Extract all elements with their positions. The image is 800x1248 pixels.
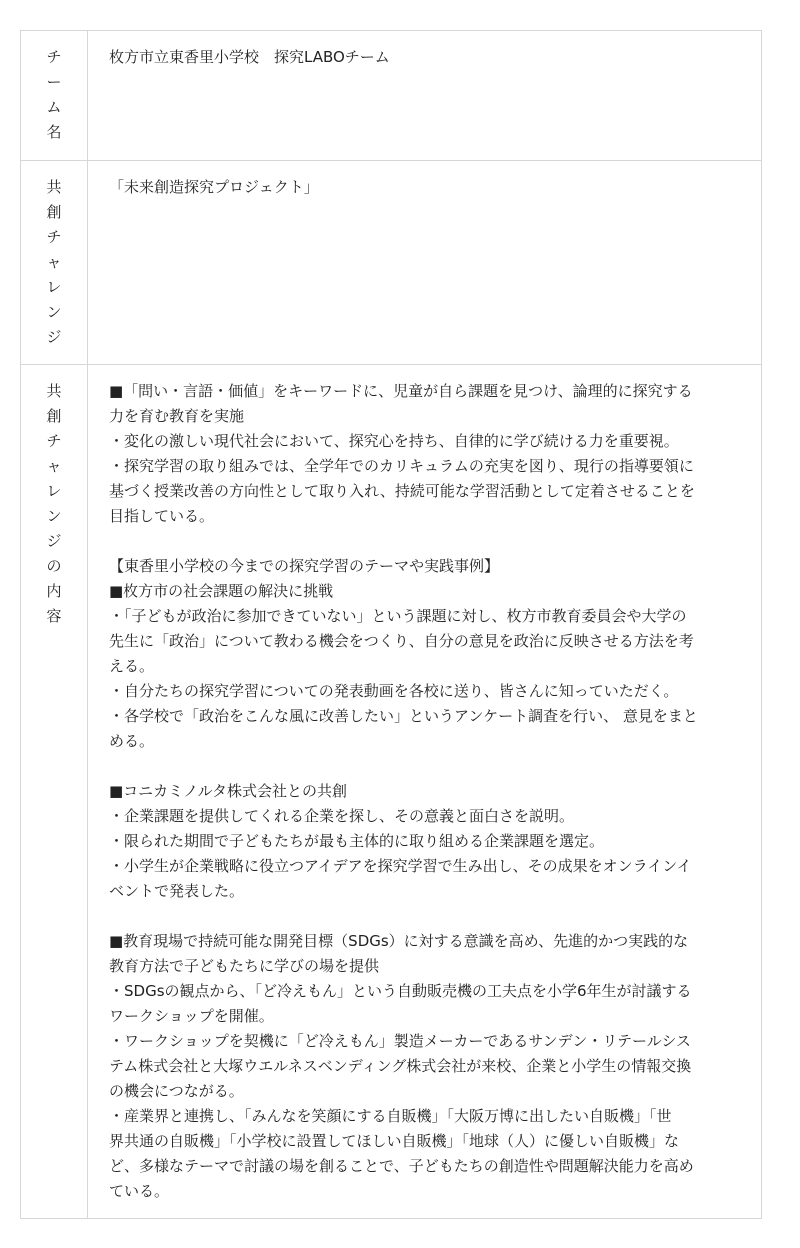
blank-line: [109, 904, 747, 929]
content-line: 【東香里小学校の今までの探究学習のテーマや実践事例】: [109, 557, 500, 575]
content-line: ■「問い・言語・価値」をキーワードに、児童が自ら課題を見つけ、論理的に探究する: [109, 382, 693, 400]
label-char: レ: [46, 278, 62, 296]
content-line: の機会につながる。: [109, 1082, 244, 1100]
content-line: 先生に「政治」について教わる機会をつくり、自分の意見を政治に反映させる方法を考: [109, 632, 694, 650]
label-char: ム: [46, 98, 62, 116]
content-line: 教育方法で子どもたちに学びの場を提供: [109, 957, 380, 975]
content-line: 基づく授業改善の方向性として取り入れ、持続可能な学習活動として定着させることを: [109, 482, 695, 500]
content-line: ている。: [109, 1182, 170, 1200]
label-char: 創: [46, 407, 62, 425]
content-line: ワークショップを開催。: [109, 1007, 274, 1025]
content-line: 目指している。: [109, 507, 215, 525]
label-char: レ: [46, 482, 62, 500]
content-line: ・小学生が企業戦略に役立つアイデアを探究学習で生み出し、その成果をオンラインイ: [109, 857, 692, 875]
team-name-row: [20, 31, 762, 161]
label-char: ン: [46, 303, 62, 321]
content-line: ・ワークショップを契機に「ど冷えもん」製造メーカーであるサンデン・リテールシス: [109, 1032, 691, 1050]
challenge-label: [21, 161, 88, 364]
team-name-value: [88, 31, 761, 160]
content-line: ・各学校で「政治をこんな風に改善したい」というアンケート調査を行い、 意見をまと: [109, 707, 698, 725]
content-line: ・「子どもが政治に参加できていない」という課題に対し、枚方市教育委員会や大学の: [109, 607, 687, 625]
content-line: ■教育現場で持続可能な開発目標（SDGs）に対する意識を高め、先進的かつ実践的な: [109, 932, 689, 950]
content-line: める。: [109, 732, 155, 750]
content-line: ・産業界と連携し、「みんなを笑顔にする自販機」「大阪万博に出したい自販機」「世: [109, 1107, 672, 1125]
label-char: 共: [46, 178, 62, 196]
blank-line: [109, 529, 747, 554]
content-line: ・自分たちの探究学習についての発表動画を各校に送り、皆さんに知っていただく。: [109, 682, 679, 700]
label-char: ャ: [46, 253, 62, 271]
content-line: ・企業課題を提供してくれる企業を探し、その意義と面白さを説明。: [109, 807, 575, 825]
label-char: 内: [46, 582, 62, 600]
content-line: ・変化の激しい現代社会において、探究心を持ち、自律的に学び続ける力を重要視。: [109, 432, 679, 450]
info-table: [20, 30, 762, 1219]
content-line: テム株式会社と大塚ウエルネスベンディング株式会社が来校、企業と小学生の情報交換: [109, 1057, 692, 1075]
content-line: える。: [109, 657, 155, 675]
label-char: ジ: [46, 532, 62, 550]
label-char: ー: [46, 73, 62, 91]
label-char: の: [46, 557, 62, 575]
blank-line: [109, 754, 747, 779]
content-line: 界共通の自販機」「小学校に設置してほしい自販機」「地球（人）に優しい自販機」な: [109, 1132, 680, 1150]
label-char: チ: [46, 432, 62, 450]
content-line: 「未来創造探究プロジェクト」: [109, 178, 319, 196]
challenge-content-label: [21, 365, 88, 1218]
label-char: 容: [46, 607, 62, 625]
label-char: 名: [46, 123, 62, 141]
label-char: チ: [46, 228, 62, 246]
team-name-label: [21, 31, 88, 160]
content-line: ベントで発表した。: [109, 882, 245, 900]
content-line: ど、多様なテーマで討議の場を創ることで、子どもたちの創造性や問題解決能力を高め: [109, 1157, 694, 1175]
content-line: ・SDGsの観点から、「ど冷えもん」という自動販売機の工夫点を小学6年生が討議する: [109, 982, 692, 1000]
content-line: ■枚方市の社会課題の解決に挑戦: [109, 582, 334, 600]
challenge-content-value: [88, 365, 761, 1218]
content-line: 力を育む教育を実施: [109, 407, 245, 425]
content-line: ・限られた期間で子どもたちが最も主体的に取り組める企業課題を選定。: [109, 832, 605, 850]
label-char: ジ: [46, 328, 62, 346]
label-char: チ: [46, 48, 62, 66]
challenge-row: [20, 161, 762, 365]
label-char: 創: [46, 203, 62, 221]
label-char: 共: [46, 382, 62, 400]
label-char: ャ: [46, 457, 62, 475]
label-char: ン: [46, 507, 62, 525]
challenge-content-row: [20, 365, 762, 1219]
content-line: ■コニカミノルタ株式会社との共創: [109, 782, 347, 800]
content-line: ・探究学習の取り組みでは、全学年でのカリキュラムの充実を図り、現行の指導要領に: [109, 457, 694, 475]
content-line: 枚方市立東香里小学校 探究LABOチーム: [109, 48, 390, 66]
challenge-value: [88, 161, 761, 364]
